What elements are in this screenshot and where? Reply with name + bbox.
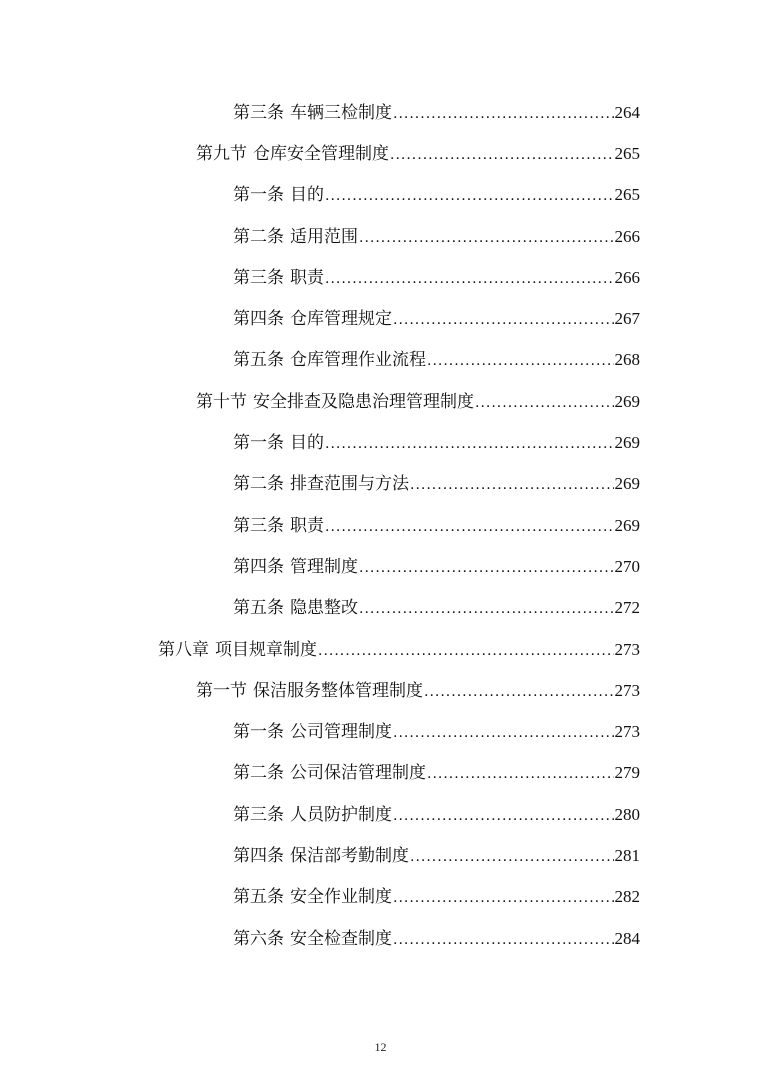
toc-entry-text: 管理制度 — [290, 556, 358, 577]
toc-entry-page: 282 — [614, 887, 640, 907]
toc-entry[interactable] — [0, 877, 761, 918]
toc-entry-page: 269 — [614, 433, 640, 453]
toc-entry-page: 272 — [614, 598, 640, 618]
toc-entry-text: 隐患整改 — [290, 598, 358, 619]
toc-dot-leader — [359, 561, 614, 575]
toc-entry-page: 280 — [614, 804, 640, 824]
toc-entry-text: 目的 — [290, 185, 324, 206]
toc-entry-page: 284 — [614, 928, 640, 948]
toc-dot-leader — [393, 313, 614, 327]
toc-entry-title — [233, 226, 358, 247]
toc-entry[interactable] — [0, 505, 761, 546]
toc-entry-number: 第二条 — [233, 474, 284, 495]
toc-entry-number: 第一条 — [233, 185, 284, 206]
toc-entry-number: 第十节 — [196, 391, 247, 412]
toc-entry-number: 第四条 — [233, 556, 284, 577]
toc-entry[interactable] — [0, 175, 761, 216]
toc-entry-page: 266 — [614, 267, 640, 287]
toc-entry-text: 适用范围 — [290, 226, 358, 247]
toc-entry-text: 仓库安全管理制度 — [253, 143, 389, 164]
toc-entry-text: 项目规章制度 — [215, 639, 317, 660]
toc-entry-title — [196, 143, 389, 164]
toc-entry-page: 281 — [614, 845, 640, 865]
toc-entry[interactable] — [0, 753, 761, 794]
toc-entry-number: 第三条 — [233, 267, 284, 288]
toc-entry[interactable] — [0, 133, 761, 174]
toc-dot-leader — [393, 933, 614, 947]
page-number: 12 — [374, 1040, 387, 1054]
toc-dot-leader — [393, 726, 614, 740]
toc-entry[interactable] — [0, 670, 761, 711]
toc-entry[interactable] — [0, 835, 761, 876]
toc-entry-number: 第一条 — [233, 722, 284, 743]
toc-entry[interactable] — [0, 381, 761, 422]
toc-entry[interactable] — [0, 546, 761, 587]
toc-entry[interactable] — [0, 794, 761, 835]
toc-entry-number: 第五条 — [233, 887, 284, 908]
toc-entry-title — [158, 639, 317, 660]
toc-entry-text: 车辆三检制度 — [290, 102, 392, 123]
toc-entry-title — [233, 267, 324, 288]
toc-entry-title — [233, 556, 358, 577]
toc-entry-page: 273 — [614, 680, 640, 700]
toc-entry-number: 第四条 — [233, 309, 284, 330]
toc-entry-title — [233, 724, 392, 741]
toc-entry-title — [233, 765, 426, 782]
toc-entry-title — [233, 515, 324, 536]
toc-dot-leader — [424, 685, 614, 699]
toc-dot-leader — [359, 602, 614, 616]
toc-entry-title — [233, 102, 392, 123]
toc-entry-text: 仓库管理规定 — [290, 309, 392, 330]
toc-dot-leader — [359, 231, 614, 245]
toc-entry-text: 职责 — [290, 515, 324, 536]
toc-entry-title — [196, 391, 474, 412]
toc-entry-page: 273 — [614, 722, 640, 742]
toc-entry-number: 第三条 — [233, 102, 284, 123]
toc-entry-number: 第八章 — [158, 639, 209, 660]
toc-entry-number: 第三条 — [233, 515, 284, 536]
toc-entry-text: 目的 — [290, 433, 324, 454]
toc-entry-title — [196, 680, 423, 701]
toc-entry-title — [233, 889, 392, 906]
toc-dot-leader — [410, 850, 614, 864]
toc-entry-number: 第二条 — [233, 226, 284, 247]
toc-entry[interactable] — [0, 629, 761, 670]
toc-entry-page: 269 — [614, 515, 640, 535]
toc-entry-title — [233, 804, 392, 825]
toc-dot-leader — [427, 767, 614, 781]
toc-entry-page: 268 — [614, 350, 640, 370]
toc-entry-number: 第一节 — [196, 680, 247, 701]
toc-dot-leader — [325, 437, 614, 451]
toc-entry[interactable] — [0, 918, 761, 959]
toc-entry[interactable] — [0, 422, 761, 463]
toc-entry-text: 仓库管理作业流程 — [290, 350, 426, 371]
toc-dot-leader — [427, 354, 614, 368]
toc-entry-title — [233, 187, 324, 204]
toc-entry-number: 第九节 — [196, 143, 247, 164]
toc-dot-leader — [410, 478, 614, 492]
toc-entry[interactable] — [0, 588, 761, 629]
toc-entry-page: 279 — [614, 763, 640, 783]
toc-dot-leader — [475, 396, 614, 410]
toc-entry[interactable] — [0, 340, 761, 381]
toc-entry[interactable] — [0, 298, 761, 339]
toc-entry[interactable] — [0, 92, 761, 133]
toc-dot-leader — [325, 189, 614, 203]
toc-entry-text: 保洁服务整体管理制度 — [253, 680, 423, 701]
toc-dot-leader — [393, 107, 614, 121]
toc-entry[interactable] — [0, 464, 761, 505]
toc-entry-number: 第四条 — [233, 845, 284, 866]
toc-entry-title — [233, 352, 426, 369]
toc-entry-page: 273 — [614, 639, 640, 659]
toc-entry-page: 265 — [614, 143, 640, 163]
toc-entry-page: 269 — [614, 474, 640, 494]
toc-entry-number: 第一条 — [233, 433, 284, 454]
toc-entry-title — [233, 928, 392, 949]
toc-dot-leader — [393, 809, 614, 823]
toc-entry-page: 264 — [614, 102, 640, 122]
toc-entry-text: 人员防护制度 — [290, 804, 392, 825]
toc-entry-page: 270 — [614, 556, 640, 576]
toc-entry-text: 职责 — [290, 267, 324, 288]
toc-entry-title — [233, 600, 358, 617]
toc-entry-text: 安全作业制度 — [290, 887, 392, 908]
toc-entry-text: 保洁部考勤制度 — [290, 845, 409, 866]
toc-dot-leader — [390, 148, 614, 162]
toc-entry-number: 第六条 — [233, 928, 284, 949]
toc-entry-text: 排查范围与方法 — [290, 474, 409, 495]
toc-dot-leader — [393, 891, 614, 905]
toc-entry-text: 安全排查及隐患治理管理制度 — [253, 391, 474, 412]
toc-entry-page: 267 — [614, 309, 640, 329]
table-of-contents — [0, 92, 761, 959]
toc-entry-page: 269 — [614, 391, 640, 411]
toc-entry[interactable] — [0, 257, 761, 298]
toc-entry-text: 公司保洁管理制度 — [290, 763, 426, 784]
toc-entry-page: 265 — [614, 185, 640, 205]
toc-entry-number: 第三条 — [233, 804, 284, 825]
toc-entry-page: 266 — [614, 226, 640, 246]
toc-entry[interactable] — [0, 711, 761, 752]
toc-entry-title — [233, 476, 409, 493]
toc-entry-number: 第五条 — [233, 598, 284, 619]
toc-entry-title — [233, 435, 324, 452]
toc-dot-leader — [325, 520, 614, 534]
toc-entry-title — [233, 845, 409, 866]
toc-dot-leader — [318, 644, 614, 658]
toc-entry-number: 第五条 — [233, 350, 284, 371]
toc-entry[interactable] — [0, 216, 761, 257]
toc-entry-text: 安全检查制度 — [290, 928, 392, 949]
toc-dot-leader — [325, 272, 614, 286]
toc-entry-number: 第二条 — [233, 763, 284, 784]
toc-entry-text: 公司管理制度 — [290, 722, 392, 743]
toc-entry-title — [233, 311, 392, 328]
